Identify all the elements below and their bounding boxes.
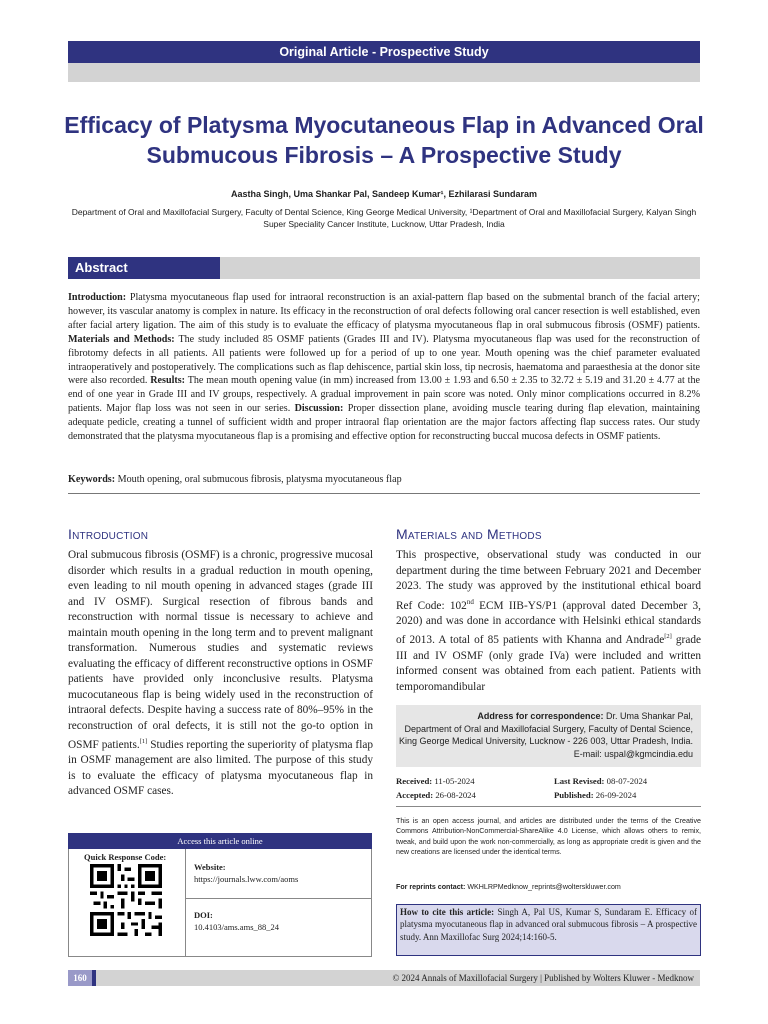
- methods-text-3: grade III and IV OSMF (only grade IVa) were included and written informed consent was obtained from each patient. Patients with temporomandibular: [396, 634, 701, 693]
- methods-heading: Materials and Methods: [396, 526, 542, 542]
- methods-body: [396, 548, 701, 695]
- correspondence-address: [396, 710, 693, 760]
- introduction-text-1: Oral submucous fibrosis (OSMF) is a chronic, progressive mucosal disorder which results in a gradual reduction in mouth opening, even leading to nil mouth opening in advanced stages (grade III and IV OSMF). Surgical resection of fibrous bands and reconstruction with normal tissue is necessary to achieve and maintain mouth opening in the long term and to prevent malignant transformation. Numerous studies and systematic reviews evaluating the efficacy of different reconstructive options in OSMF patients have provided only inconclusive results. Platysma mucocutaneous flap is being widely used in the reconstruction of intraoral defects. Despite having a success rate of 80%–95% in the reconstruction of oral defects, it is still not the go-to option in OSMF patients.: [68, 549, 373, 751]
- keywords-label: Keywords:: [68, 474, 116, 485]
- citation-text: [400, 906, 697, 943]
- website-link[interactable]: https://journals.lww.com/aoms: [194, 874, 299, 884]
- access-online-heading: Access this article online: [68, 833, 372, 849]
- correspondence-line-1: Department of Oral and Maxillofacial Surgery, Faculty of Dental Science,: [404, 723, 693, 734]
- published-date: 26-09-2024: [593, 790, 637, 800]
- article-title: Efficacy of Platysma Myocutaneous Flap in Advanced Oral Submucous Fibrosis – A Prospective Study: [64, 112, 704, 168]
- received-label: Received:: [396, 776, 433, 786]
- license-statement: This is an open access journal, and articles are distributed under the terms of the Creative Commons Attribution-NonCommercial-ShareAlike 4.0 License, which allows others to remix, tweak, and build upon the work non-commercially, as long as appropriate credit is given and the new creations are licensed under the identical terms.: [396, 817, 701, 857]
- abstract-heading-band: [220, 257, 700, 279]
- qr-code-icon[interactable]: [90, 864, 162, 936]
- received-date: 11-05-2024: [432, 776, 475, 786]
- introduction-body: [68, 548, 373, 800]
- reprints-email[interactable]: WKHLRPMedknow_reprints@wolterskluwer.com: [465, 883, 621, 891]
- doi-link[interactable]: 10.4103/ams.ams_88_24: [194, 922, 279, 932]
- introduction-heading: Introduction: [68, 526, 149, 542]
- abstract-discussion: Proper dissection plane, avoiding muscle tearing during flap elevation, maintaining adequate pedicle, creating a tunnel of sufficient width and proper intraoral flap orientation are the major factors affecting flap success rates. Our study demonstrated that the platysma myocutaneous flap is a promising and effective option for reconstructing buccal mucosa defects in OSMF patients.: [68, 403, 700, 443]
- keywords-line: [68, 474, 700, 485]
- correspondence-email[interactable]: E-mail: uspal@kgmcindia.edu: [573, 748, 693, 759]
- citation-label: How to cite this article:: [400, 907, 495, 917]
- correspondence-line-2: King George Medical University, Lucknow - 226 003, Uttar Pradesh, India.: [399, 736, 693, 747]
- doi-label: DOI:: [194, 910, 213, 920]
- ordinal-suffix: nd: [466, 597, 474, 606]
- reference-2[interactable]: [2]: [664, 633, 672, 641]
- accepted-date: 26-08-2024: [433, 790, 476, 800]
- abstract-results-label: Results:: [150, 375, 186, 387]
- abstract-intro-label: Introduction:: [68, 292, 127, 303]
- accepted-label: Accepted:: [396, 790, 434, 800]
- introduction-text-2: Studies reporting the superiority of platysma flap in OSMF management are also limited. The purpose of this study is to evaluate the efficacy of platysma myocutaneous flap in advanced OSMF cases.: [68, 738, 373, 798]
- reprints-line: [396, 883, 701, 891]
- dates-divider: [396, 806, 701, 807]
- article-dates: [396, 776, 701, 800]
- published-label: Published:: [554, 790, 594, 800]
- header-grey-band: [68, 63, 700, 82]
- reprints-label: For reprints contact:: [396, 883, 466, 891]
- citation-body: Singh A, Pal US, Kumar S, Sundaram E. Efficacy of platysma myocutaneous flap in advanced oral submucous fibrosis – A prospective study. Ann Maxillofac Surg 2024;14:160-5.: [400, 907, 698, 942]
- access-box-divider: [185, 849, 186, 957]
- abstract-body: [68, 291, 700, 444]
- author-affiliation: Department of Oral and Maxillofacial Surgery, Faculty of Dental Science, King George Medical University, ¹Department of Oral and Maxillofacial Surgery, Kalyan Singh Super Speciality Cancer Institute, Lucknow, Uttar Pradesh, India: [71, 207, 697, 229]
- correspondence-label: Address for correspondence:: [477, 711, 604, 721]
- abstract-discussion-label: Discussion:: [294, 403, 344, 415]
- correspondence-name: Dr. Uma Shankar Pal,: [603, 711, 693, 721]
- article-type-band: [68, 41, 700, 63]
- keywords-divider: [68, 493, 700, 494]
- article-type-label: Original Article - Prospective Study: [279, 45, 489, 59]
- author-list: Aastha Singh, Uma Shankar Pal, Sandeep Kumar¹, Ezhilarasi Sundaram: [230, 189, 538, 199]
- abstract-methods-label: Materials and Methods:: [68, 333, 175, 345]
- methods-text-1: This prospective, observational study was conducted in our department during the time between February 2021 and December 2023. The study was approved by the institutional ethical board Ref Code: 102: [396, 549, 701, 612]
- abstract-results: The mean mouth opening value (in mm) increased from 13.00 ± 1.93 and 6.50 ± 2.35 to 32.72 ± 5.19 and 31.20 ± 4.77 at the end of one year in Grade III and IV groups, respectively. A gradual improvement in pain score was noted. Only minor complications occurred in 8.2% patients. Major flap loss was not seen in our series.: [68, 375, 700, 415]
- keywords-value: Mouth opening, oral submucous fibrosis, platysma myocutaneous flap: [115, 474, 402, 485]
- footer-copyright: © 2024 Annals of Maxillofacial Surgery | Published by Wolters Kluwer - Medknow: [96, 970, 700, 986]
- revised-date: 08-07-2024: [604, 776, 648, 786]
- abstract-methods: The study included 85 OSMF patients (Grades III and IV). Platysma myocutaneous flap was used for the reconstruction of fibrotomy defects in all patients. All patients were followed up for a period of up to one year. Mouth opening was the chief parameter evaluated intraoperatively and postoperatively. The complications such as flap dehiscence, partial skin loss, tip necrosis, haematoma and paraesthesia at the donor site were also recorded.: [68, 333, 700, 387]
- qr-code-label: Quick Response Code:: [84, 852, 167, 862]
- abstract-heading: Abstract: [68, 257, 220, 279]
- access-box-rule: [186, 898, 372, 899]
- abstract-intro: Platysma myocutaneous flap used for intraoral reconstruction is an axial-pattern flap based on the submental branch of the facial artery; however, its vascular anatomy is complex in nature. Its efficacy in the reconstruction of oral defects following oral cancer resection is well established, even after facial artery ligation. The aim of this study is to evaluate the efficacy of platysma myocutaneous flap in oral submucous fibrosis (OSMF) patients.: [68, 292, 700, 331]
- page-number: 160: [68, 970, 92, 986]
- revised-label: Last Revised:: [554, 776, 605, 786]
- website-label: Website:: [194, 862, 226, 872]
- reference-1[interactable]: [1]: [139, 738, 148, 745]
- methods-text-2: ECM IIB-YS/P1 (approval dated December 3, 2020) and was done in accordance with Helsinki ethical standards of 2013. A total of 85 patients with Khanna and Andrade: [396, 599, 702, 647]
